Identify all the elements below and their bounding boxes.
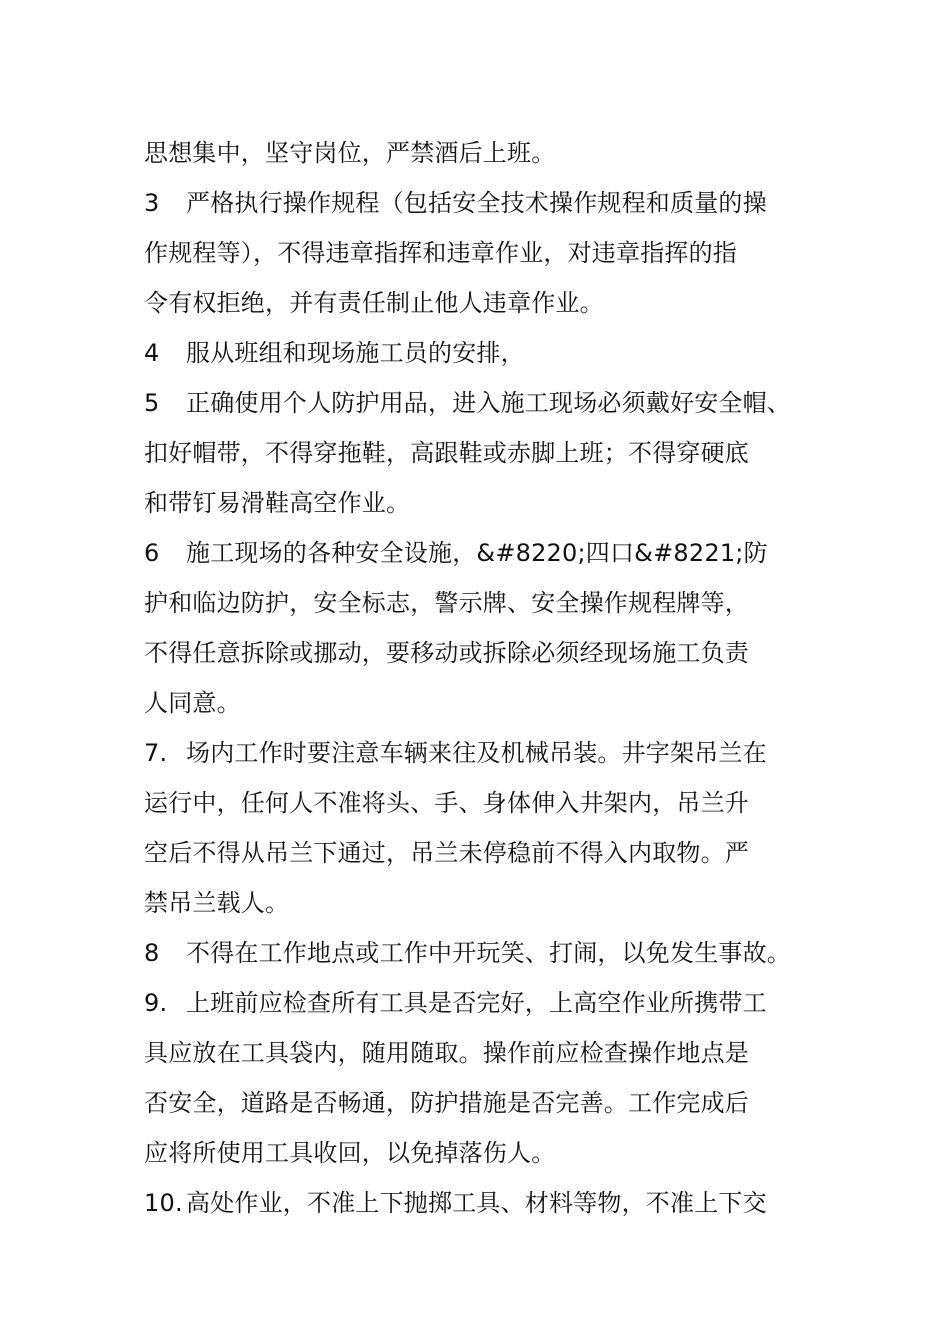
text-line	[144, 728, 834, 778]
item-number: 10.	[144, 1189, 183, 1217]
line-text: 禁吊兰载人。	[144, 889, 290, 917]
line-text: 不得任意拆除或挪动，要移动或拆除必须经现场施工负责	[144, 639, 749, 667]
line-text: 应将所使用工具收回，以免掉落伤人。	[144, 1139, 556, 1167]
item-number: 4	[144, 339, 160, 367]
text-line	[144, 228, 834, 278]
line-text: 运行中，任何人不准将头、手、身体伸入井架内，吊兰升	[144, 789, 749, 817]
text-line	[144, 778, 834, 828]
line-text: 严格执行操作规程（包括安全技术操作规程和质量的操	[186, 189, 767, 217]
line-text: 否安全，道路是否畅通，防护措施是否完善。工作完成后	[144, 1089, 749, 1117]
line-text: 令有权拒绝，并有责任制止他人违章作业。	[144, 289, 604, 317]
line-text: 上班前应检查所有工具是否完好，上高空作业所携带工	[186, 989, 767, 1017]
item-number: 3	[144, 189, 160, 217]
text-line	[144, 578, 834, 628]
line-text: 服从班组和现场施工员的安排，	[186, 339, 525, 367]
line-text: 护和临边防护，安全标志，警示牌、安全操作规程牌等，	[144, 589, 749, 617]
text-line	[144, 278, 834, 328]
text-line	[144, 628, 834, 678]
line-text: 高处作业，不准上下抛掷工具、材料等物，不准上下交	[186, 1189, 767, 1217]
line-text: 思想集中，坚守岗位，严禁酒后上班。	[144, 139, 556, 167]
text-line	[144, 528, 834, 578]
text-line	[144, 1178, 834, 1228]
item-number: 9.	[144, 989, 168, 1017]
text-line	[144, 378, 834, 428]
line-text: 作规程等），不得违章指挥和违章作业，对违章指挥的指	[144, 239, 737, 267]
item-number: 7.	[144, 739, 168, 767]
line-text: 正确使用个人防护用品，进入施工现场必须戴好安全帽、	[186, 389, 791, 417]
item-number: 5	[144, 389, 160, 417]
text-line	[144, 328, 834, 378]
text-line	[144, 678, 834, 728]
line-text: 施工现场的各种安全设施，&#8220;四口&#8221;防	[186, 539, 768, 567]
text-line	[144, 828, 834, 878]
line-text: 扣好帽带，不得穿拖鞋，高跟鞋或赤脚上班；不得穿硬底	[144, 439, 749, 467]
text-line	[144, 1078, 834, 1128]
text-line	[144, 128, 834, 178]
document-body	[144, 128, 834, 1228]
line-text: 空后不得从吊兰下通过，吊兰未停稳前不得入内取物。严	[144, 839, 749, 867]
line-text: 具应放在工具袋内，随用随取。操作前应检查操作地点是	[144, 1039, 749, 1067]
line-text: 不得在工作地点或工作中开玩笑、打闹，以免发生事故。	[186, 939, 791, 967]
line-text: 人同意。	[144, 689, 241, 717]
line-text: 场内工作时要注意车辆来往及机械吊装。井字架吊兰在	[186, 739, 767, 767]
text-line	[144, 928, 834, 978]
text-line	[144, 428, 834, 478]
line-text: 和带钉易滑鞋高空作业。	[144, 489, 411, 517]
text-line	[144, 1028, 834, 1078]
text-line	[144, 478, 834, 528]
text-line	[144, 878, 834, 928]
text-line	[144, 978, 834, 1028]
item-number: 8	[144, 939, 160, 967]
text-line	[144, 178, 834, 228]
item-number: 6	[144, 539, 160, 567]
text-line	[144, 1128, 834, 1178]
